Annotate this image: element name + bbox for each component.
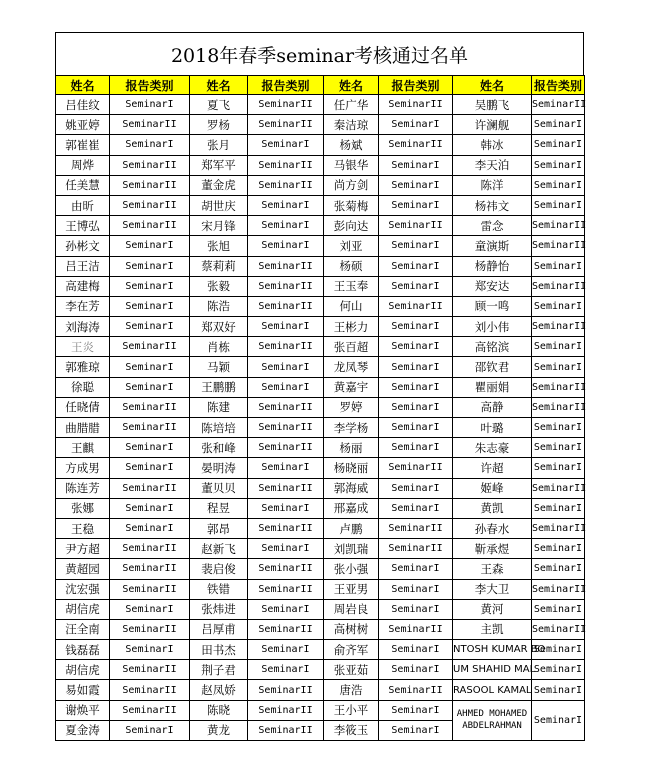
category-cell: SeminarI [379,377,453,397]
name-cell: 李学杨 [324,418,379,438]
name-cell: 龙凤琴 [324,357,379,377]
name-cell: 杨斌 [324,135,379,155]
name-cell: 黄超园 [56,559,110,579]
table-row [56,559,585,579]
name-cell: 马颖 [190,357,248,377]
name-cell: 郑双好 [190,317,248,337]
name-cell: 秦洁琼 [324,115,379,135]
category-cell: SeminarI [379,397,453,417]
category-cell: SeminarII [248,95,324,115]
category-cell: SeminarII [532,518,585,538]
name-cell: 徐聪 [56,377,110,397]
category-cell: SeminarII [532,236,585,256]
name-cell: 卢鹏 [324,518,379,538]
category-cell: SeminarI [110,357,190,377]
table-row [56,115,585,135]
category-cell: SeminarII [110,680,190,700]
category-cell: SeminarII [248,256,324,276]
name-cell: 王彬力 [324,317,379,337]
name-cell: 高树树 [324,619,379,639]
category-cell: SeminarII [110,216,190,236]
category-cell: SeminarII [248,619,324,639]
name-cell: 黄龙 [190,720,248,740]
name-cell: 谢焕平 [56,700,110,720]
name-cell: 王鹏鹏 [190,377,248,397]
category-cell: SeminarII [248,700,324,720]
table-row [56,377,585,397]
category-cell: SeminarII [379,216,453,236]
category-cell: SeminarII [248,337,324,357]
category-cell: SeminarI [379,155,453,175]
name-cell: 许澜舰 [453,115,532,135]
category-cell: SeminarI [248,498,324,518]
category-cell: SeminarI [379,438,453,458]
category-cell: SeminarII [532,317,585,337]
category-cell: SeminarI [248,660,324,680]
category-cell: SeminarI [379,357,453,377]
category-cell: SeminarI [379,418,453,438]
category-cell: SeminarII [532,216,585,236]
category-cell: SeminarII [110,115,190,135]
table-row [56,95,585,115]
name-cell: 郑军平 [190,155,248,175]
name-cell: 吕佳纹 [56,95,110,115]
name-cell: 任美慧 [56,175,110,195]
category-cell: SeminarI [532,256,585,276]
name-cell: 姚亚婷 [56,115,110,135]
name-cell: 陈培培 [190,418,248,438]
table-row [56,458,585,478]
name-cell: 张小强 [324,559,379,579]
category-cell: SeminarI [248,599,324,619]
name-cell: 孙春水 [453,518,532,538]
category-cell: SeminarI [532,357,585,377]
category-cell: SeminarI [248,216,324,236]
name-cell: 高静 [453,397,532,417]
name-cell: 钱磊磊 [56,640,110,660]
category-cell: SeminarII [110,478,190,498]
name-cell: 陈晓 [190,700,248,720]
name-cell: 蔡莉莉 [190,256,248,276]
category-cell: SeminarI [248,357,324,377]
name-cell: 曲腊腊 [56,418,110,438]
name-cell: 刘亚 [324,236,379,256]
category-cell: SeminarI [110,498,190,518]
name-cell: 陈洋 [453,175,532,195]
header-name: 姓名 [324,76,379,95]
category-cell: SeminarI [110,95,190,115]
table-row [56,337,585,357]
category-cell: SeminarII [532,397,585,417]
name-cell: 董金虎 [190,175,248,195]
table-row [56,680,585,700]
name-cell: 朱志豪 [453,438,532,458]
category-cell: SeminarII [248,438,324,458]
category-cell: SeminarII [248,478,324,498]
table-row [56,175,585,195]
header-name: 姓名 [453,76,532,95]
category-cell: SeminarII [248,579,324,599]
category-cell: SeminarII [532,276,585,296]
name-cell: 高铭滨 [453,337,532,357]
name-cell: 王炎 [56,337,110,357]
name-cell: 王博弘 [56,216,110,236]
category-cell: SeminarI [248,640,324,660]
category-cell: SeminarII [532,579,585,599]
name-cell: 张百超 [324,337,379,357]
sheet-title: 2018年春季seminar考核通过名单 [55,32,584,75]
category-cell: SeminarII [110,539,190,559]
category-cell: SeminarI [532,418,585,438]
category-cell: SeminarI [248,236,324,256]
name-cell: 郭雅琼 [56,357,110,377]
name-cell: 任广华 [324,95,379,115]
category-cell: SeminarI [379,337,453,357]
category-cell: SeminarII [379,296,453,316]
name-cell: 孙彬文 [56,236,110,256]
name-cell: 主凯 [453,619,532,639]
category-cell: SeminarI [379,115,453,135]
category-cell: SeminarII [248,175,324,195]
name-cell: 唐浩 [324,680,379,700]
category-cell: SeminarII [379,135,453,155]
category-cell: SeminarII [110,337,190,357]
name-cell: 吕厚甫 [190,619,248,639]
category-cell: SeminarII [110,619,190,639]
name-cell: 刘小伟 [453,317,532,337]
table-row [56,478,585,498]
category-cell: SeminarI [110,296,190,316]
name-cell: 王稳 [56,518,110,538]
category-cell: SeminarII [248,115,324,135]
category-cell: SeminarI [110,135,190,155]
category-cell: SeminarII [379,95,453,115]
category-cell: SeminarI [110,458,190,478]
name-cell: 吕王洁 [56,256,110,276]
name-cell: 张亚茹 [324,660,379,680]
category-cell: SeminarI [379,720,453,740]
name-cell: 刘海涛 [56,317,110,337]
table-row [56,619,585,639]
category-cell: SeminarII [110,579,190,599]
name-cell: 田书杰 [190,640,248,660]
name-cell: 许超 [453,458,532,478]
category-cell: SeminarI [248,317,324,337]
name-cell: 尹方超 [56,539,110,559]
name-cell: 黄凯 [453,498,532,518]
name-cell: 周岩良 [324,599,379,619]
name-cell: 张娜 [56,498,110,518]
category-cell: SeminarI [379,498,453,518]
name-cell: 郑安达 [453,276,532,296]
category-cell: SeminarII [110,397,190,417]
name-cell: 黄河 [453,599,532,619]
header-category: 报告类别 [110,76,190,95]
category-cell: SeminarI [248,458,324,478]
name-cell: RASOOL KAMAL [453,680,532,700]
name-cell: 靳承煜 [453,539,532,559]
table-row [56,135,585,155]
category-cell: SeminarI [532,135,585,155]
name-cell: 尚方剑 [324,175,379,195]
name-cell: 李天泊 [453,155,532,175]
category-cell: SeminarI [379,559,453,579]
category-cell: SeminarI [110,377,190,397]
category-cell: SeminarI [248,377,324,397]
table-row [56,700,585,720]
category-cell: SeminarII [248,559,324,579]
name-cell: 张和峰 [190,438,248,458]
name-cell: 彭向达 [324,216,379,236]
name-cell: 杨静怡 [453,256,532,276]
table-row [56,579,585,599]
name-cell: 张旭 [190,236,248,256]
name-cell: 杨丽 [324,438,379,458]
name-cell: 胡信虎 [56,599,110,619]
table-row [56,498,585,518]
name-cell: 赵新飞 [190,539,248,559]
name-cell: 杨祎文 [453,195,532,215]
category-cell: SeminarI [248,539,324,559]
category-cell: SeminarI [379,236,453,256]
category-cell: SeminarII [532,377,585,397]
name-cell: 黄嘉宇 [324,377,379,397]
header-name: 姓名 [56,76,110,95]
table-row [56,418,585,438]
name-cell: 杨硕 [324,256,379,276]
category-cell: SeminarI [379,660,453,680]
name-cell: 汪全南 [56,619,110,639]
category-cell: SeminarII [110,660,190,680]
category-cell: SeminarII [248,296,324,316]
report-sheet [55,32,587,741]
category-cell: SeminarI [379,599,453,619]
table-row [56,438,585,458]
name-cell: AHMED MOHAMED ABDELRAHMAN [453,700,532,740]
header-category: 报告类别 [248,76,324,95]
name-cell: 韩冰 [453,135,532,155]
category-cell: SeminarII [379,619,453,639]
table-row [56,539,585,559]
category-cell: SeminarII [248,418,324,438]
name-cell: 郭昂 [190,518,248,538]
table-row [56,599,585,619]
category-cell: SeminarI [379,700,453,720]
name-cell: 张菊梅 [324,195,379,215]
name-cell: 李在芳 [56,296,110,316]
category-cell: SeminarI [532,175,585,195]
category-cell: SeminarI [110,276,190,296]
table-row [56,660,585,680]
category-cell: SeminarI [532,438,585,458]
table-body [56,95,585,701]
category-cell: SeminarI [532,640,585,660]
category-cell: SeminarI [110,640,190,660]
name-cell: 王玉奉 [324,276,379,296]
category-cell: SeminarII [379,518,453,538]
name-cell: 马银华 [324,155,379,175]
category-cell: SeminarI [532,700,585,740]
name-cell: 沈宏强 [56,579,110,599]
name-cell: 任晓倩 [56,397,110,417]
name-cell: 吴鹏飞 [453,95,532,115]
name-cell: 李大卫 [453,579,532,599]
header-row [56,76,585,95]
category-cell: SeminarI [532,458,585,478]
table-row [56,155,585,175]
header-category: 报告类别 [532,76,585,95]
category-cell: SeminarII [110,559,190,579]
name-cell: 由昕 [56,195,110,215]
category-cell: SeminarII [379,458,453,478]
table-row [56,276,585,296]
name-cell: 陈浩 [190,296,248,316]
category-cell: SeminarII [379,539,453,559]
name-cell: 夏飞 [190,95,248,115]
category-cell: SeminarI [110,236,190,256]
name-cell: 裴启俊 [190,559,248,579]
category-cell: SeminarII [248,680,324,700]
category-cell: SeminarI [532,337,585,357]
header-category: 报告类别 [379,76,453,95]
name-cell: 胡信虎 [56,660,110,680]
name-cell: 罗杨 [190,115,248,135]
name-cell: 童演斯 [453,236,532,256]
category-cell: SeminarI [532,155,585,175]
table-row [56,317,585,337]
name-cell: 周烨 [56,155,110,175]
category-cell: SeminarI [248,135,324,155]
name-cell: 何山 [324,296,379,316]
category-cell: SeminarI [379,256,453,276]
category-cell: SeminarI [248,195,324,215]
name-cell: 肖栋 [190,337,248,357]
name-cell: 张月 [190,135,248,155]
name-table [55,75,585,741]
name-cell: 晏明涛 [190,458,248,478]
category-cell: SeminarI [379,478,453,498]
name-cell: 赵凤娇 [190,680,248,700]
category-cell: SeminarI [532,599,585,619]
name-cell: 李筱玉 [324,720,379,740]
category-cell: SeminarI [110,599,190,619]
category-cell: SeminarII [248,276,324,296]
category-cell: SeminarII [110,195,190,215]
category-cell: SeminarI [532,296,585,316]
category-cell: SeminarII [110,155,190,175]
name-cell: 荆子君 [190,660,248,680]
name-cell: 张炜进 [190,599,248,619]
category-cell: SeminarI [110,317,190,337]
category-cell: SeminarI [532,660,585,680]
name-cell: 瞿丽娟 [453,377,532,397]
category-cell: SeminarI [379,276,453,296]
name-cell: 高建梅 [56,276,110,296]
category-cell: SeminarI [532,115,585,135]
name-cell: NTOSH KUMAR BO [453,640,532,660]
name-cell: 邢嘉成 [324,498,379,518]
category-cell: SeminarI [379,175,453,195]
name-cell: 陈连芳 [56,478,110,498]
category-cell: SeminarII [532,95,585,115]
table-row [56,357,585,377]
category-cell: SeminarI [379,195,453,215]
name-cell: UM SHAHID MAL [453,660,532,680]
table-row [56,397,585,417]
category-cell: SeminarI [110,720,190,740]
category-cell: SeminarI [532,559,585,579]
category-cell: SeminarII [110,175,190,195]
name-cell: 程昱 [190,498,248,518]
category-cell: SeminarI [532,498,585,518]
category-cell: SeminarI [110,438,190,458]
category-cell: SeminarI [379,579,453,599]
category-cell: SeminarI [532,539,585,559]
category-cell: SeminarI [379,317,453,337]
category-cell: SeminarII [248,155,324,175]
category-cell: SeminarII [110,418,190,438]
name-cell: 刘凯瑞 [324,539,379,559]
category-cell: SeminarI [532,195,585,215]
name-cell: 陈建 [190,397,248,417]
name-cell: 顾一鸣 [453,296,532,316]
name-cell: 宋月锋 [190,216,248,236]
name-cell: 易如霞 [56,680,110,700]
table-row [56,216,585,236]
category-cell: SeminarII [532,478,585,498]
name-cell: 叶璐 [453,418,532,438]
category-cell: SeminarI [532,680,585,700]
name-cell: 杨晓丽 [324,458,379,478]
table-row [56,236,585,256]
name-cell: 张毅 [190,276,248,296]
table-row [56,256,585,276]
table-row [56,195,585,215]
table-body-tail [56,700,585,740]
category-cell: SeminarI [110,518,190,538]
category-cell: SeminarII [248,720,324,740]
category-cell: SeminarI [379,640,453,660]
header-name: 姓名 [190,76,248,95]
name-cell: 郭崔崔 [56,135,110,155]
name-cell: 夏金涛 [56,720,110,740]
name-cell: 姬峰 [453,478,532,498]
name-cell: 董贝贝 [190,478,248,498]
name-cell: 胡世庆 [190,195,248,215]
name-cell: 王小平 [324,700,379,720]
name-cell: 王亚男 [324,579,379,599]
name-cell: 王森 [453,559,532,579]
category-cell: SeminarII [110,700,190,720]
name-cell: 郭海威 [324,478,379,498]
category-cell: SeminarI [110,256,190,276]
category-cell: SeminarII [532,619,585,639]
name-cell: 雷念 [453,216,532,236]
name-cell: 王麒 [56,438,110,458]
category-cell: SeminarII [248,397,324,417]
name-cell: 方成男 [56,458,110,478]
table-row [56,640,585,660]
table-row [56,518,585,538]
name-cell: 铁错 [190,579,248,599]
name-cell: 邵钦君 [453,357,532,377]
name-cell: 罗婷 [324,397,379,417]
name-cell: 俞齐军 [324,640,379,660]
category-cell: SeminarII [379,680,453,700]
table-row [56,296,585,316]
category-cell: SeminarII [248,518,324,538]
